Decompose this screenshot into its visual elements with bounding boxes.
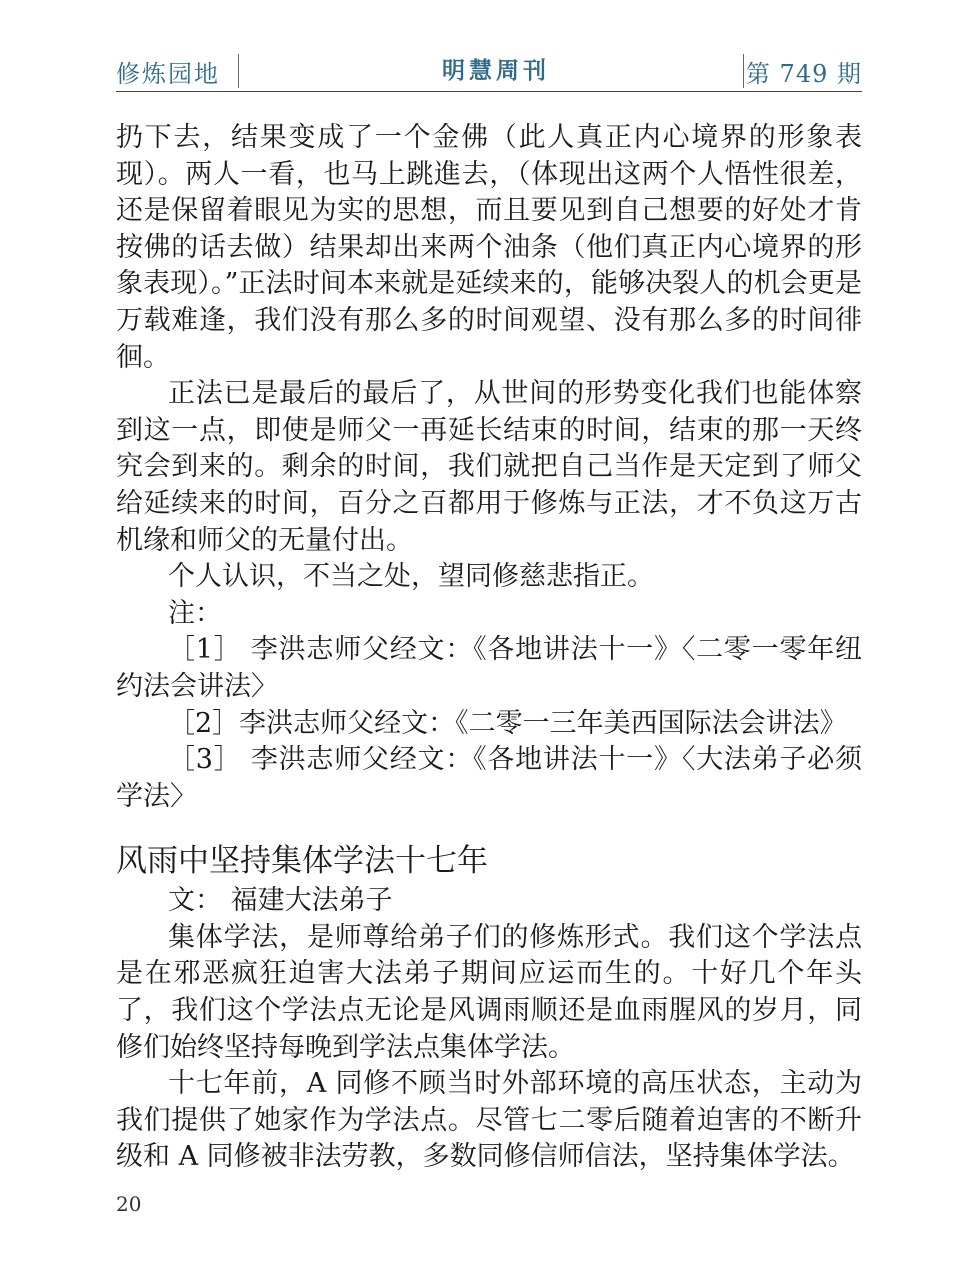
notes-label: 注： [168,597,222,629]
article-title: 风雨中坚持集体学法十七年 [116,843,488,880]
paragraph: 正法已是最后的最后了，从世间的形势变化我们也能体察到这一点，即使是师父一再延长结束的时间，结束的那一天终究会到来的。剩余的时间，我们就把自己当作是天定到了师父给延续来的时间，百分之百都用于修炼与正法，才不负这万古机缘和师父的无量付出。 [116,378,862,556]
issue-number: 第 749 期 [745,60,862,88]
footnote: ［2］李洪志师父经文：《二零一三年美西国际法会讲法》 [168,707,847,739]
page-number: 20 [116,1192,142,1216]
paragraph: 十七年前，A 同修不顾当时外部环境的高压状态，主动为我们提供了她家作为学法点。尽管七二零后随着迫害的不断升级和 A 同修被非法劳教，多数同修信师信法，坚持集体学法。 [116,1068,862,1173]
header-divider [743,54,744,88]
footnote: ［1］ 李洪志师父经文：《各地讲法十一》〈二零一零年纽约法会讲法〉 [116,634,862,702]
byline: 文： 福建大法弟子 [168,885,393,917]
page-header [116,50,862,90]
header-rule [116,91,862,92]
paragraph: 扔下去，结果变成了一个金佛（此人真正内心境界的形象表现）。两人一看，也马上跳進去，（体现出这两个人悟性很差，还是保留着眼见为实的思想，而且要见到自己想要的好处才肯按佛的话去做）结果却出来两个油条（他们真正内心境界的形象表现）。”正法时间本来就是延续来的，能够决裂人的机会更是万载难逢，我们没有那么多的时间观望、没有那么多的时间徘徊。 [116,122,862,373]
footnote: ［3］ 李洪志师父经文：《各地讲法十一》〈大法弟子必须学法〉 [116,744,862,812]
publication-title: 明慧周刊 [442,58,550,84]
paragraph: 集体学法，是师尊给弟子们的修炼形式。我们这个学法点是在邪恶疯狂迫害大法弟子期间应运而生的。十好几个年头了，我们这个学法点无论是风调雨顺还是血雨腥风的岁月，同修们始终坚持每晚到学法点集体学法。 [116,921,862,1063]
header-divider [238,54,239,88]
article-body [116,120,862,1176]
paragraph: 个人认识，不当之处，望同修慈悲指正。 [168,561,654,593]
section-name: 修炼园地 [116,60,220,88]
